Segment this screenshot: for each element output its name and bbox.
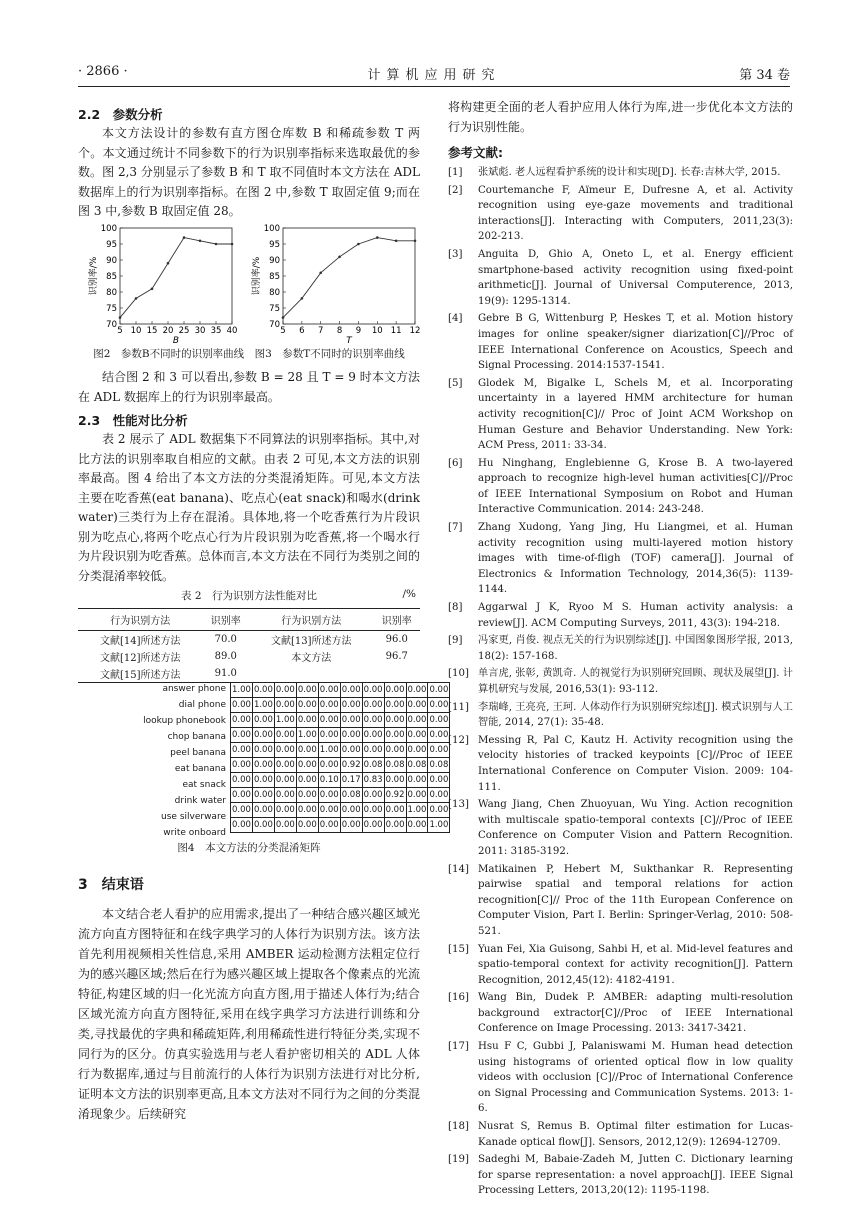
matrix-cell: 0.00: [318, 698, 340, 713]
fig3-plot-frame: [283, 228, 415, 324]
table-2-unit: /%: [402, 588, 416, 600]
matrix-cell: 0.00: [362, 743, 384, 758]
matrix-cell: 0.00: [231, 773, 253, 788]
reference-number: [2]: [448, 184, 463, 196]
matrix-row: [231, 788, 450, 803]
reference-item: [448, 456, 793, 518]
section-2-3-paragraph: 表 2 展示了 ADL 数据集下不同算法的识别率指标。其中,对比方法的识别率取自相应的文献。由表 2 可见,本文方法的识别率最高。图 4 给出了本文方法的分类混淆矩阵。可见,本文方法主要在吃香蕉(eat banana)、吃点心(eat snack)和喝水(drink water)三类行为上存在混淆。具体地,将一个吃香蕉行为片段识别为吃点心,将两个吃点心行为片段识别为吃香蕉,将一个喝水行为片段识别为吃香蕉。总体而言,本文方法在不同行为类别之间的分类混淆率较低。: [78, 432, 420, 583]
table-cell: 96.7: [385, 651, 408, 662]
reference-number: [13]: [448, 799, 469, 811]
reference-list: [448, 165, 793, 1201]
reference-number: [14]: [448, 863, 469, 875]
matrix-row: [231, 803, 450, 818]
fig3-x-tick-label: 5: [280, 326, 286, 336]
matrix-cell: 0.00: [428, 743, 450, 758]
matrix-cell: 0.00: [296, 698, 318, 713]
running-header: [78, 64, 790, 84]
fig2-y-tick-label: 75: [106, 304, 117, 314]
matrix-cell: 0.00: [362, 803, 384, 818]
matrix-cell: 0.00: [231, 713, 253, 728]
fig2-y-tick-label: 100: [100, 224, 117, 234]
reference-text: Hsu F C, Gubbi J, Palaniswami M. Human head detection using histograms of oriented optical flow in low quality videos with occlusion [C]//Proc of International Conference on Signal Processing and Communication Systems. 2013: 1-6.: [478, 1041, 793, 1115]
reference-item: [448, 1152, 793, 1199]
fig2-series-line: [120, 238, 232, 318]
fig3-x-tick-label: 9: [355, 326, 362, 336]
references-title: 参考文献:: [448, 145, 503, 160]
matrix-cell: 0.00: [252, 773, 274, 788]
figure-2-3-caption: 图2 参数B不同时的识别率曲线 图3 参数T不同时的识别率曲线: [93, 348, 405, 360]
matrix-row-label: chop banana: [167, 732, 226, 742]
matrix-cell: 0.00: [274, 683, 296, 698]
matrix-cell: 0.00: [318, 683, 340, 698]
fig3-x-tick-label: 8: [336, 326, 343, 336]
reference-number: [10]: [448, 668, 469, 680]
reference-number: [4]: [448, 313, 463, 325]
fig2-x-axis-label: B: [172, 336, 180, 344]
matrix-cell: 0.08: [362, 758, 384, 773]
fig3-data-point: [301, 297, 304, 300]
matrix-cell: 0.00: [340, 698, 362, 713]
matrix-cell: 0.00: [340, 743, 362, 758]
matrix-cell: 0.00: [318, 758, 340, 773]
matrix-cell: 0.00: [252, 788, 274, 803]
matrix-cell: 0.00: [406, 773, 428, 788]
fig3-data-point: [282, 316, 285, 319]
matrix-cell: 0.00: [296, 713, 318, 728]
matrix-cell: 0.00: [231, 758, 253, 773]
fig3-data-point: [414, 240, 417, 243]
matrix-cell: 0.00: [384, 728, 406, 743]
matrix-cell: 0.00: [340, 713, 362, 728]
matrix-cell: 0.00: [406, 698, 428, 713]
matrix-cell: 0.00: [318, 803, 340, 818]
matrix-row: [231, 698, 450, 713]
reference-number: [19]: [448, 1154, 469, 1166]
matrix-cell: 0.00: [362, 713, 384, 728]
fig2-data-point: [183, 236, 186, 239]
matrix-cell: 0.00: [406, 728, 428, 743]
section-3-title: 3 结束语: [78, 877, 144, 893]
table-cell: [374, 665, 420, 683]
reference-number: [18]: [448, 1121, 469, 1133]
fig3-y-axis-label: 识别率/%: [252, 256, 262, 296]
table-cell: 文献[12]所述方法: [100, 653, 181, 664]
matrix-cell: 0.00: [340, 818, 362, 833]
matrix-grid: [230, 682, 450, 833]
fig2-x-tick-label: 15: [146, 326, 158, 336]
reference-number: [3]: [448, 248, 463, 260]
fig3-data-point: [319, 272, 322, 275]
table-cell: 文献[15]所述方法: [78, 665, 203, 683]
reference-number: [16]: [448, 992, 469, 1004]
matrix-row: [231, 743, 450, 758]
matrix-cell: 1.00: [231, 683, 253, 698]
matrix-cell: 0.00: [231, 698, 253, 713]
fig2-y-axis-label: 识别率/%: [89, 256, 99, 296]
fig2-data-point: [119, 316, 122, 319]
table-cell: 96.0: [385, 634, 408, 645]
matrix-cell: 1.00: [252, 698, 274, 713]
table-cell: 70.0: [214, 634, 237, 645]
matrix-cell: 0.00: [340, 683, 362, 698]
matrix-cell: 0.00: [428, 698, 450, 713]
fig3-x-tick-label: 11: [390, 326, 402, 336]
table-2: [78, 608, 420, 683]
matrix-cell: 0.08: [428, 758, 450, 773]
fig3-y-tick-label: 95: [269, 240, 280, 250]
matrix-cell: 0.00: [362, 728, 384, 743]
fig3-data-point: [357, 243, 360, 246]
table-header: 行为识别方法: [249, 609, 374, 631]
reference-item: [448, 862, 793, 940]
matrix-row: [231, 683, 450, 698]
matrix-cell: 0.00: [340, 803, 362, 818]
reference-text: Hu Ninghang, Englebienne G, Krose B. A two-layered approach to recognize high-level human activities[C]//Proc of IEEE International Symposium on Robot and Human Interactive Communication. 2014: 243-248.: [478, 457, 793, 516]
reference-item: [448, 700, 793, 731]
fig2-data-point: [135, 297, 138, 300]
matrix-cell: 0.00: [406, 788, 428, 803]
reference-text: 单言虎, 张彰, 黄凯奇. 人的视觉行为识别研究回顾、现状及展望[J]. 计算机研究与发展, 2016,53(1): 93-112.: [478, 668, 793, 695]
fig2-x-tick-label: 30: [194, 326, 206, 336]
matrix-cell: 0.00: [384, 773, 406, 788]
conclusion-continued: 将构建更全面的老人看护应用人体行为库,进一步优化本文方法的行为识别性能。: [448, 100, 793, 134]
reference-text: Sadeghi M, Babaie-Zadeh M, Jutten C. Dictionary learning for sparse representation: a novel approach[J]. IEEE Signal Processing Letters, 2013,20(12): 1195-1198.: [478, 1154, 793, 1197]
reference-item: [448, 165, 793, 181]
matrix-row-label: write onboard: [163, 828, 226, 838]
matrix-cell: 0.08: [384, 758, 406, 773]
reference-text: Wang Bin, Dudek P. AMBER: adapting multi-resolution background extractor[C]//Proc of IEEE International Conference on Image Processing. 2013: 3417-3421.: [478, 992, 793, 1035]
fig3-data-point: [395, 240, 398, 243]
matrix-cell: 0.00: [428, 713, 450, 728]
matrix-cell: 0.00: [384, 713, 406, 728]
table-cell: 89.0: [214, 651, 237, 662]
table-cell: 文献[14]所述方法: [100, 636, 181, 647]
matrix-row: [231, 713, 450, 728]
matrix-cell: 0.00: [296, 788, 318, 803]
matrix-cell: 0.00: [296, 818, 318, 833]
matrix-row-label: dial phone: [178, 700, 226, 710]
matrix-cell: 0.00: [252, 683, 274, 698]
matrix-cell: 0.00: [428, 683, 450, 698]
reference-item: [448, 520, 793, 598]
matrix-cell: 0.00: [318, 788, 340, 803]
reference-item: [448, 247, 793, 309]
table-row: [78, 665, 420, 683]
matrix-cell: 0.00: [231, 728, 253, 743]
matrix-cell: 0.00: [296, 773, 318, 788]
reference-number: [5]: [448, 377, 463, 389]
matrix-cell: 0.00: [318, 818, 340, 833]
fig2-data-point: [151, 288, 154, 291]
reference-item: [448, 942, 793, 989]
reference-item: [448, 1119, 793, 1150]
section-2-2-title: 2.2 参数分析: [78, 107, 163, 122]
fig3-x-tick-label: 6: [299, 326, 305, 336]
matrix-cell: 0.00: [274, 698, 296, 713]
matrix-cell: 0.00: [274, 773, 296, 788]
matrix-cell: 0.00: [384, 743, 406, 758]
reference-text: Wang Jiang, Chen Zhuoyuan, Wu Ying. Action recognition with multiscale spatio-temporal contexts [C]//Proc of IEEE Conference on Computer Vision and Pattern Recognition. 2011: 3185-3192.: [478, 799, 793, 857]
matrix-cell: 0.92: [340, 758, 362, 773]
fig3-data-point: [338, 256, 341, 259]
fig2-data-point: [231, 243, 234, 246]
matrix-cell: 0.00: [318, 713, 340, 728]
reference-number: [12]: [448, 734, 469, 746]
figure-4-caption: 图4 本文方法的分类混淆矩阵: [177, 842, 321, 854]
matrix-cell: 0.00: [362, 683, 384, 698]
reference-text: Nusrat S, Remus B. Optimal filter estimation for Lucas-Kanade optical flow[J]. Sensors, 2012,12(9): 12694-12709.: [478, 1121, 793, 1148]
volume-label: 第 34 卷: [739, 68, 790, 83]
fig3-x-tick-label: 12: [409, 326, 421, 336]
matrix-row: [231, 773, 450, 788]
matrix-row-label: eat banana: [174, 764, 226, 774]
table-header: 识别率: [374, 609, 420, 631]
section-2-2-paragraph: 本文方法设计的参数有直方图仓库数 B 和稀疏参数 T 两个。本文通过统计不同参数下的行为识别率指标来选取最优的参数。图 2,3 分别显示了参数 B 和 T 取不同值时本文方法在 ADL 数据库上的行为识别率指标。在图 2 中,参数 T 取固定值 9;而在图 3 中,参数 B 取固定值 28。: [78, 126, 420, 218]
matrix-cell: 0.00: [318, 728, 340, 743]
matrix-cell: 0.00: [406, 818, 428, 833]
fig2-x-tick-label: 5: [117, 326, 123, 336]
fig2-x-tick-label: 35: [210, 326, 222, 336]
conclusion-paragraph: 本文结合老人看护的应用需求,提出了一种结合感兴趣区域光流方向直方图特征和在线字典学习的人体行为识别方法。该方法首先利用视频相关性信息,采用 AMBER 运动检测方法粗定位行为的感兴趣区域;然后在行为感兴趣区域上提取各个像素点的光流特征,构建区域的归一化光流方向直方图,用于描述人体行为;结合区域光流方向直方图特征,采用在线字典学习方法进行训练和分类,寻找最优的字典和稀疏矩阵,利用稀疏性进行特征分类,实现不同行为的区分。仿真实验选用与老人看护密切相关的 ADL 人体行为数据库,通过与目前流行的人体行为识别方法进行对比分析,证明本文方法的识别率更高,且本文方法对不同行为之间的分类混淆现象少。后续研究: [78, 907, 420, 1121]
fig3-y-tick-label: 100: [263, 224, 280, 234]
matrix-cell: 0.00: [384, 683, 406, 698]
fig2-y-tick-label: 95: [106, 240, 117, 250]
fig2-data-point: [167, 262, 170, 265]
reference-text: Yuan Fei, Xia Guisong, Sahbi H, et al. Mid-level features and spatio-temporal context for activity recognition[J]. Pattern Recognition, 2012,45(12): 4182-4191.: [478, 943, 793, 986]
matrix-cell: 0.83: [362, 773, 384, 788]
fig3-series-line: [283, 238, 415, 318]
matrix-row-label: eat snack: [182, 780, 226, 790]
matrix-row-label: drink water: [174, 796, 226, 806]
reference-text: Zhang Xudong, Yang Jing, Hu Liangmei, et al. Human activity recognition using multi-layered motion history images with time-of-fligh (TOF) camera[J]. Journal of Electronics & Information Technology, 2014,36(5): 1139-1144.: [478, 522, 793, 596]
reference-item: [448, 990, 793, 1037]
matrix-cell: 0.00: [231, 803, 253, 818]
matrix-cell: 0.00: [428, 788, 450, 803]
matrix-cell: 0.00: [428, 803, 450, 818]
reference-item: [448, 600, 793, 631]
figure-2-3: [78, 222, 423, 344]
matrix-cell: 0.00: [252, 803, 274, 818]
reference-text: Anguita D, Ghio A, Oneto L, et al. Energy efficient smartphone-based activity recognition using fixed-point arithmetic[J]. Journal of Universal Computerence, 2013, 19(9): 1295-1314.: [478, 248, 793, 307]
reference-item: [448, 633, 793, 664]
matrix-cell: 0.00: [274, 743, 296, 758]
table-row: [78, 648, 420, 665]
matrix-cell: 0.00: [362, 818, 384, 833]
matrix-cell: 0.92: [384, 788, 406, 803]
matrix-cell: 0.00: [252, 758, 274, 773]
matrix-cell: 0.00: [428, 773, 450, 788]
fig2-x-tick-label: 40: [226, 326, 238, 336]
matrix-cell: 0.00: [274, 818, 296, 833]
matrix-cell: 0.10: [318, 773, 340, 788]
matrix-cell: 0.00: [252, 743, 274, 758]
matrix-cell: 0.00: [362, 788, 384, 803]
matrix-cell: 0.00: [340, 728, 362, 743]
matrix-cell: 0.00: [296, 803, 318, 818]
reference-text: Gebre B G, Wittenburg P, Heskes T, et al. Motion history images for online speaker/signer diarization[C]//Proc of IEEE International Conference on Acoustics, Speech and Signal Processing. 2014:1537-1541.: [478, 313, 793, 372]
matrix-cell: 0.00: [252, 818, 274, 833]
fig2-y-tick-label: 90: [106, 256, 117, 266]
table-row: [78, 631, 420, 649]
reference-text: Courtemanche F, Aïmeur E, Dufresne A, et al. Activity recognition using eye-gaze movements and traditional interactions[J]. Interacting with Computers, 2011,23(3): 202-213.: [478, 184, 793, 243]
fig3-y-tick-label: 85: [269, 272, 280, 282]
fig2-y-tick-label: 80: [106, 288, 117, 298]
matrix-cell: 0.00: [231, 743, 253, 758]
matrix-cell: 0.00: [296, 758, 318, 773]
reference-number: [9]: [448, 635, 463, 647]
reference-text: Messing R, Pal C, Kautz H. Activity recognition using the velocity histories of tracked keypoints [C]//Proc of IEEE International Conference on Computer Vision. 2009: 104-111.: [478, 734, 793, 793]
reference-item: [448, 666, 793, 697]
fig3-x-tick-label: 7: [318, 326, 324, 336]
matrix-row-label: peel banana: [170, 748, 226, 758]
matrix-cell: 0.00: [231, 818, 253, 833]
reference-item: [448, 1039, 793, 1117]
matrix-cell: 0.00: [274, 788, 296, 803]
matrix-cell: 0.00: [274, 758, 296, 773]
fig2-y-tick-label: 70: [106, 320, 117, 330]
fig3-y-tick-label: 70: [269, 320, 280, 330]
fig3-y-tick-label: 75: [269, 304, 280, 314]
matrix-row-label: lookup phonebook: [143, 716, 226, 726]
matrix-row: [231, 758, 450, 773]
fig3-y-tick-label: 80: [269, 288, 280, 298]
fig3-data-point: [376, 236, 379, 239]
matrix-cell: 0.00: [296, 683, 318, 698]
matrix-cell: 0.00: [428, 728, 450, 743]
matrix-cell: 0.00: [296, 743, 318, 758]
fig2-plot-frame: [120, 228, 232, 324]
reference-text: 李瑞峰, 王亮亮, 王珂. 人体动作行为识别研究综述[J]. 模式识别与人工智能, 2014, 27(1): 35-48.: [478, 701, 793, 729]
page-number: · 2866 ·: [78, 64, 128, 79]
table-header: 识别率: [203, 609, 249, 631]
header-rule: [78, 86, 790, 87]
matrix-cell: 0.00: [252, 713, 274, 728]
matrix-cell: 1.00: [406, 803, 428, 818]
matrix-cell: 0.00: [274, 728, 296, 743]
table-2-caption: 表 2 行为识别方法性能对比: [180, 590, 318, 602]
matrix-row-label: answer phone: [162, 684, 226, 694]
matrix-cell: 1.00: [318, 743, 340, 758]
matrix-cell: 0.00: [406, 683, 428, 698]
matrix-cell: 1.00: [428, 818, 450, 833]
matrix-cell: 0.08: [340, 788, 362, 803]
table-cell: 本文方法: [291, 653, 332, 664]
reference-item: [448, 183, 793, 245]
fig2-data-point: [199, 240, 202, 243]
section-2-3-title: 2.3 性能对比分析: [78, 413, 188, 428]
reference-item: [448, 797, 793, 859]
reference-number: [1]: [448, 167, 463, 178]
fig2-x-tick-label: 10: [130, 326, 142, 336]
matrix-cell: 0.00: [231, 788, 253, 803]
reference-item: [448, 376, 793, 454]
journal-name: 计算机应用研究: [367, 68, 501, 83]
fig2-data-point: [215, 243, 218, 246]
table-header: 行为识别方法: [78, 609, 203, 631]
fig2-y-tick-label: 85: [106, 272, 117, 282]
table-cell: 91.0: [203, 665, 249, 683]
matrix-cell: 0.00: [362, 698, 384, 713]
reference-item: [448, 733, 793, 795]
matrix-cell: 0.17: [340, 773, 362, 788]
matrix-cell: 0.00: [406, 743, 428, 758]
matrix-cell: 0.08: [406, 758, 428, 773]
reference-text: Glodek M, Bigalke L, Schels M, et al. Incorporating uncertainty in a layered HMM architecture for human activity recognition[C]// Proc of Joint ACM Workshop on Human Gesture and Behavior Understanding. New York: ACM Press, 2011: 33-34.: [478, 377, 793, 452]
reference-number: [15]: [448, 943, 469, 955]
reference-text: 张斌彪. 老人远程看护系统的设计和实现[D]. 长春:吉林大学, 2015.: [478, 167, 781, 178]
matrix-row: [231, 818, 450, 833]
matrix-cell: 1.00: [296, 728, 318, 743]
reference-text: Matikainen P, Hebert M, Sukthankar R. Representing pairwise spatial and temporal relations for action recognition[C]// Proc of the 11th European Conference on Computer Vision, Part I. Berlin: Springer-Verlag, 2010: 508-521.: [478, 863, 793, 937]
reference-number: [17]: [448, 1041, 469, 1053]
reference-text: 冯家更, 肖俊. 视点无关的行为识别综述[J]. 中国图象图形学报, 2013, 18(2): 157-168.: [478, 635, 793, 662]
reference-number: [6]: [448, 457, 463, 469]
reference-number: [8]: [448, 602, 463, 614]
fig3-y-tick-label: 90: [269, 256, 280, 266]
matrix-cell: 0.00: [384, 698, 406, 713]
matrix-cell: 0.00: [384, 803, 406, 818]
reference-number: [7]: [448, 522, 463, 534]
fig3-x-tick-label: 10: [371, 326, 383, 336]
matrix-cell: 0.00: [274, 803, 296, 818]
matrix-cell: 0.00: [384, 818, 406, 833]
matrix-cell: 0.00: [252, 728, 274, 743]
matrix-cell: 0.00: [406, 713, 428, 728]
fig2-x-tick-label: 20: [162, 326, 174, 336]
matrix-row-label: use silverware: [161, 812, 226, 822]
reference-number: [11]: [448, 701, 469, 713]
table-cell: 文献[13]所述方法: [271, 636, 352, 647]
reference-text: Aggarwal J K, Ryoo M S. Human activity analysis: a review[J]. ACM Computing Surveys, 2011, 43(3): 194-218.: [478, 602, 793, 629]
table-cell: [249, 665, 374, 683]
section-2-2-conclusion: 结合图 2 和 3 可以看出,参数 B = 28 且 T = 9 时本文方法在 ADL 数据库上的行为识别率最高。: [78, 370, 420, 404]
matrix-cell: 1.00: [274, 713, 296, 728]
fig3-x-axis-label: T: [346, 336, 352, 344]
reference-item: [448, 311, 793, 373]
fig2-x-tick-label: 25: [178, 326, 190, 336]
matrix-row: [231, 728, 450, 743]
